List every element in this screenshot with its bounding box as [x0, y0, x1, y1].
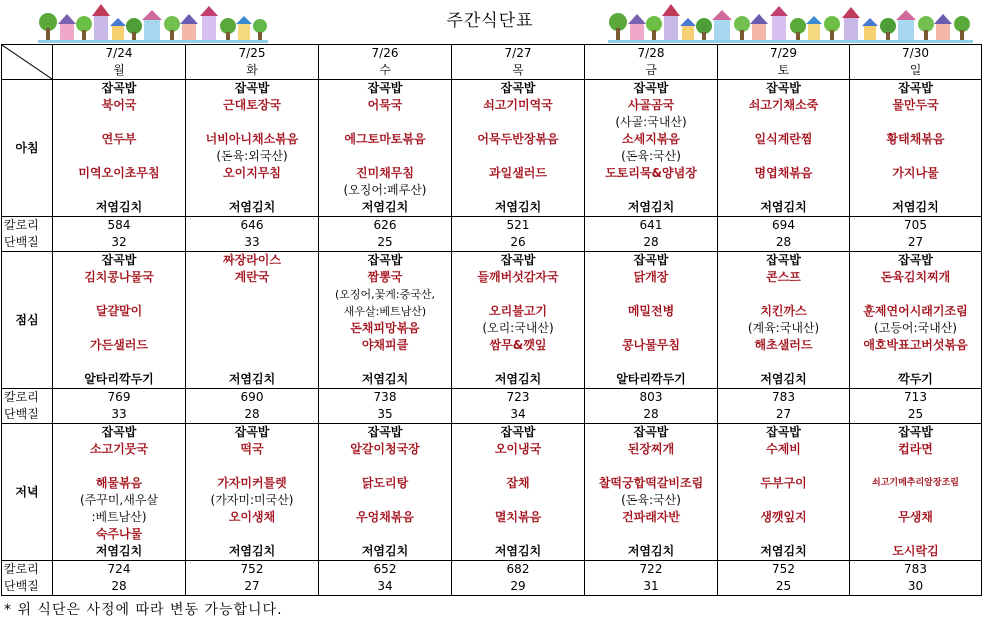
dish-cell	[319, 526, 452, 543]
dish-cell: 잡곡밥	[319, 424, 452, 442]
dish-cell: 메밀전병	[585, 303, 718, 320]
menu-row	[2, 543, 982, 561]
menu-row	[2, 97, 982, 114]
dish-cell: 저염김치	[452, 199, 585, 217]
protein-value: 25	[850, 406, 982, 424]
dish-cell	[53, 286, 186, 303]
calorie-value: 641	[585, 217, 718, 235]
dish-cell	[186, 337, 319, 354]
dish-cell: 수제비	[718, 441, 850, 458]
dish-cell: 연두부	[53, 131, 186, 148]
dish-cell	[718, 182, 850, 199]
dish-cell	[186, 320, 319, 337]
calorie-value: 646	[186, 217, 319, 235]
dish-cell: 진미채무침	[319, 165, 452, 182]
calorie-label: 칼로리	[2, 217, 53, 235]
meal-label: 저녁	[2, 424, 53, 561]
dish-cell: (오징어,꽃게:중국산,	[319, 286, 452, 303]
dish-cell: 잡곡밥	[718, 252, 850, 270]
dish-cell: 쇠고기메추리알장조림	[850, 475, 982, 492]
dish-cell: 숙주나물	[53, 526, 186, 543]
date-cell: 7/24	[53, 45, 186, 63]
dish-cell: 가자미커틀렛	[186, 475, 319, 492]
dish-cell: 과일샐러드	[452, 165, 585, 182]
dish-cell	[452, 492, 585, 509]
dish-cell: 짬뽕국	[319, 269, 452, 286]
dish-cell: 어묵두반장볶음	[452, 131, 585, 148]
protein-value: 33	[186, 234, 319, 252]
dish-cell: (오리:국내산)	[452, 320, 585, 337]
calorie-row	[2, 561, 982, 579]
dish-cell: 잡곡밥	[585, 80, 718, 98]
date-cell: 7/25	[186, 45, 319, 63]
menu-row	[2, 475, 982, 492]
dish-cell: 잡곡밥	[53, 252, 186, 270]
dish-cell	[319, 492, 452, 509]
menu-row	[2, 131, 982, 148]
date-cell: 7/28	[585, 45, 718, 63]
dish-cell: 계란국	[186, 269, 319, 286]
dish-cell	[718, 492, 850, 509]
dish-cell	[850, 286, 982, 303]
dish-cell: 저염김치	[186, 199, 319, 217]
protein-value: 34	[452, 406, 585, 424]
dish-cell: 저염김치	[585, 543, 718, 561]
dish-cell	[452, 148, 585, 165]
dish-cell: 들깨버섯감자국	[452, 269, 585, 286]
dish-cell: :베트남산)	[53, 509, 186, 526]
dish-cell: (사골:국내산)	[585, 114, 718, 131]
protein-value: 33	[53, 406, 186, 424]
protein-value: 26	[452, 234, 585, 252]
calorie-value: 690	[186, 389, 319, 407]
calorie-value: 705	[850, 217, 982, 235]
dish-cell	[850, 526, 982, 543]
dish-cell: 우엉채볶음	[319, 509, 452, 526]
dish-cell: 콘스프	[718, 269, 850, 286]
menu-row	[2, 252, 982, 270]
dish-cell	[53, 148, 186, 165]
dish-cell	[850, 354, 982, 371]
dish-cell: 북어국	[53, 97, 186, 114]
menu-row	[2, 509, 982, 526]
dish-cell	[718, 114, 850, 131]
dish-cell: 무생채	[850, 509, 982, 526]
dish-cell	[585, 458, 718, 475]
dish-cell: 잡곡밥	[452, 424, 585, 442]
dish-cell: 저염김치	[585, 199, 718, 217]
dish-cell: 깍두기	[850, 371, 982, 389]
calorie-value: 626	[319, 217, 452, 235]
meal-label: 점심	[2, 252, 53, 389]
dish-cell: 잡곡밥	[186, 80, 319, 98]
dish-cell: 잡곡밥	[718, 424, 850, 442]
dish-cell: 김치콩나물국	[53, 269, 186, 286]
dish-cell: 저염김치	[186, 543, 319, 561]
dish-cell: 잡곡밥	[850, 80, 982, 98]
dish-cell: 잡곡밥	[452, 80, 585, 98]
dish-cell: 가지나물	[850, 165, 982, 182]
dish-cell	[186, 526, 319, 543]
dish-cell: 돈채피망볶음	[319, 320, 452, 337]
calorie-value: 724	[53, 561, 186, 579]
dish-cell: (주꾸미,새우살	[53, 492, 186, 509]
dish-cell: 콩나물무침	[585, 337, 718, 354]
dish-cell	[452, 354, 585, 371]
village-illustration-left	[38, 2, 268, 48]
dish-cell: 오이지무침	[186, 165, 319, 182]
protein-label: 단백질	[2, 578, 53, 596]
protein-row	[2, 578, 982, 596]
protein-value: 28	[585, 406, 718, 424]
dish-cell: 짜장라이스	[186, 252, 319, 270]
dish-cell: 저염김치	[452, 543, 585, 561]
dish-cell: 쌈무&깻잎	[452, 337, 585, 354]
dish-cell: 저염김치	[850, 199, 982, 217]
date-cell: 7/30	[850, 45, 982, 63]
dish-cell: 잡곡밥	[452, 252, 585, 270]
weekday-cell: 토	[718, 62, 850, 80]
calorie-value: 722	[585, 561, 718, 579]
dish-cell	[850, 182, 982, 199]
dish-cell	[585, 182, 718, 199]
menu-row	[2, 199, 982, 217]
date-row	[2, 45, 982, 63]
dish-cell	[186, 182, 319, 199]
dish-cell: 저염김치	[53, 199, 186, 217]
protein-value: 27	[186, 578, 319, 596]
dish-cell: 쇠고기미역국	[452, 97, 585, 114]
dish-cell	[53, 182, 186, 199]
dish-cell: 잡곡밥	[319, 80, 452, 98]
dish-cell: 소고기뭇국	[53, 441, 186, 458]
menu-row	[2, 337, 982, 354]
dish-cell: 저염김치	[718, 543, 850, 561]
dish-cell: 찰떡궁합떡갈비조림	[585, 475, 718, 492]
dish-cell: (돈육:외국산)	[186, 148, 319, 165]
dish-cell: 떡국	[186, 441, 319, 458]
dish-cell	[53, 354, 186, 371]
weekday-cell: 월	[53, 62, 186, 80]
dish-cell: 잡곡밥	[718, 80, 850, 98]
dish-cell: 해초샐러드	[718, 337, 850, 354]
dish-cell: 두부구이	[718, 475, 850, 492]
dish-cell: 잡곡밥	[850, 424, 982, 442]
menu-row	[2, 424, 982, 442]
dish-cell: 된장찌개	[585, 441, 718, 458]
weekday-cell: 목	[452, 62, 585, 80]
protein-value: 34	[319, 578, 452, 596]
dish-cell	[319, 114, 452, 131]
menu-row	[2, 354, 982, 371]
village-illustration-right	[608, 2, 973, 48]
dish-cell	[850, 114, 982, 131]
menu-row	[2, 371, 982, 389]
dish-cell	[186, 303, 319, 320]
calorie-value: 713	[850, 389, 982, 407]
weekday-cell: 수	[319, 62, 452, 80]
protein-row	[2, 406, 982, 424]
dish-cell	[452, 458, 585, 475]
dish-cell	[319, 458, 452, 475]
calorie-value: 584	[53, 217, 186, 235]
protein-label: 단백질	[2, 234, 53, 252]
calorie-label: 칼로리	[2, 561, 53, 579]
dish-cell	[53, 320, 186, 337]
dish-cell: 잡곡밥	[319, 252, 452, 270]
dish-cell: 잡채	[452, 475, 585, 492]
dish-cell	[319, 148, 452, 165]
dish-cell: 생깻잎지	[718, 509, 850, 526]
calorie-value: 752	[186, 561, 319, 579]
dish-cell	[452, 526, 585, 543]
page-title: 주간식단표	[446, 11, 534, 31]
protein-value: 31	[585, 578, 718, 596]
date-cell: 7/29	[718, 45, 850, 63]
dish-cell	[850, 492, 982, 509]
protein-row	[2, 234, 982, 252]
calorie-value: 783	[718, 389, 850, 407]
dish-cell: 명엽채볶음	[718, 165, 850, 182]
dish-cell: (오징어:페루산)	[319, 182, 452, 199]
dish-cell: 저염김치	[718, 199, 850, 217]
dish-cell: 도토리묵&양념장	[585, 165, 718, 182]
dish-cell: 잡곡밥	[53, 424, 186, 442]
dish-cell: 저염김치	[53, 543, 186, 561]
dish-cell	[452, 286, 585, 303]
dish-cell: 달걀말이	[53, 303, 186, 320]
menu-row	[2, 80, 982, 98]
dish-cell: 잡곡밥	[53, 80, 186, 98]
calorie-value: 769	[53, 389, 186, 407]
dish-cell: 잡곡밥	[585, 252, 718, 270]
weekday-cell: 금	[585, 62, 718, 80]
dish-cell: 닭도리탕	[319, 475, 452, 492]
dish-cell: 어묵국	[319, 97, 452, 114]
dish-cell: 사골곰국	[585, 97, 718, 114]
dish-cell: 미역오이초무침	[53, 165, 186, 182]
dish-cell: 저염김치	[452, 371, 585, 389]
dish-cell: 저염김치	[718, 371, 850, 389]
protein-value: 35	[319, 406, 452, 424]
protein-label: 단백질	[2, 406, 53, 424]
dish-cell: 애호박표고버섯볶음	[850, 337, 982, 354]
corner-cell	[2, 45, 53, 80]
menu-row	[2, 492, 982, 509]
protein-value: 28	[585, 234, 718, 252]
dish-cell: 오리불고기	[452, 303, 585, 320]
dish-cell	[850, 148, 982, 165]
dish-cell: 새우살:베트남산)	[319, 303, 452, 320]
calorie-label: 칼로리	[2, 389, 53, 407]
calorie-value: 783	[850, 561, 982, 579]
dish-cell: 해물볶음	[53, 475, 186, 492]
dish-cell: 잡곡밥	[850, 252, 982, 270]
dish-cell	[718, 526, 850, 543]
dish-cell: 알갈이청국장	[319, 441, 452, 458]
dish-cell: 황태채볶음	[850, 131, 982, 148]
dish-cell	[585, 354, 718, 371]
dish-cell: 오이냉국	[452, 441, 585, 458]
dish-cell	[186, 354, 319, 371]
dish-cell: 쇠고기채소죽	[718, 97, 850, 114]
date-cell: 7/27	[452, 45, 585, 63]
dish-cell: 근대토장국	[186, 97, 319, 114]
menu-change-note: * 위 식단은 사정에 따라 변동 가능합니다.	[4, 602, 283, 618]
dish-cell: 저염김치	[186, 371, 319, 389]
dish-cell: 도시락김	[850, 543, 982, 561]
dish-cell	[186, 286, 319, 303]
menu-row	[2, 458, 982, 475]
dish-cell: 잡곡밥	[186, 424, 319, 442]
protein-value: 29	[452, 578, 585, 596]
page-header	[0, 0, 982, 44]
dish-cell: 야채피클	[319, 337, 452, 354]
dish-cell	[186, 114, 319, 131]
menu-row	[2, 286, 982, 303]
dish-cell	[585, 526, 718, 543]
dish-cell: 소세지볶음	[585, 131, 718, 148]
dish-cell	[718, 354, 850, 371]
calorie-value: 723	[452, 389, 585, 407]
weekday-cell: 일	[850, 62, 982, 80]
weekday-cell: 화	[186, 62, 319, 80]
menu-row	[2, 114, 982, 131]
protein-value: 28	[53, 578, 186, 596]
dish-cell	[452, 182, 585, 199]
menu-row	[2, 148, 982, 165]
protein-value: 27	[850, 234, 982, 252]
dish-cell: (돈육:국산)	[585, 148, 718, 165]
dish-cell: (고등어:국내산)	[850, 320, 982, 337]
dish-cell: 훈제연어시래기조림	[850, 303, 982, 320]
dish-cell: 에그토마토볶음	[319, 131, 452, 148]
calorie-row	[2, 217, 982, 235]
calorie-value: 803	[585, 389, 718, 407]
menu-row	[2, 441, 982, 458]
calorie-value: 652	[319, 561, 452, 579]
calorie-value: 682	[452, 561, 585, 579]
protein-value: 32	[53, 234, 186, 252]
calorie-value: 752	[718, 561, 850, 579]
dish-cell: 돈육김치찌개	[850, 269, 982, 286]
menu-row	[2, 526, 982, 543]
dish-cell	[850, 458, 982, 475]
menu-row	[2, 320, 982, 337]
dish-cell	[585, 320, 718, 337]
dish-cell: (계육:국내산)	[718, 320, 850, 337]
protein-value: 30	[850, 578, 982, 596]
calorie-row	[2, 389, 982, 407]
dish-cell: 오이생채	[186, 509, 319, 526]
dish-cell	[319, 354, 452, 371]
protein-value: 28	[718, 234, 850, 252]
protein-value: 25	[718, 578, 850, 596]
protein-value: 27	[718, 406, 850, 424]
dish-cell: 저염김치	[319, 543, 452, 561]
dish-cell: 너비아니채소볶음	[186, 131, 319, 148]
dish-cell	[186, 458, 319, 475]
protein-value: 28	[186, 406, 319, 424]
dish-cell	[452, 114, 585, 131]
protein-value: 25	[319, 234, 452, 252]
dish-cell: 일식계란찜	[718, 131, 850, 148]
calorie-value: 521	[452, 217, 585, 235]
dish-cell	[718, 458, 850, 475]
dish-cell: 저염김치	[319, 199, 452, 217]
dish-cell: (가자미:미국산)	[186, 492, 319, 509]
dish-cell	[53, 114, 186, 131]
menu-row	[2, 182, 982, 199]
weekday-row	[2, 62, 982, 80]
dish-cell: 치킨까스	[718, 303, 850, 320]
calorie-value: 738	[319, 389, 452, 407]
dish-cell	[718, 148, 850, 165]
dish-cell: 잡곡밥	[585, 424, 718, 442]
weekly-menu-table	[1, 44, 982, 596]
dish-cell: 컵라면	[850, 441, 982, 458]
dish-cell: 저염김치	[319, 371, 452, 389]
meal-label: 아침	[2, 80, 53, 217]
dish-cell: 알타리깍두기	[53, 371, 186, 389]
dish-cell: 물만두국	[850, 97, 982, 114]
dish-cell: (돈육:국산)	[585, 492, 718, 509]
dish-cell	[53, 458, 186, 475]
dish-cell: 가든샐러드	[53, 337, 186, 354]
dish-cell: 건파래자반	[585, 509, 718, 526]
date-cell: 7/26	[319, 45, 452, 63]
dish-cell: 알타리깍두기	[585, 371, 718, 389]
menu-row	[2, 303, 982, 320]
dish-cell: 멸치볶음	[452, 509, 585, 526]
dish-cell	[585, 286, 718, 303]
menu-row	[2, 165, 982, 182]
dish-cell: 닭개장	[585, 269, 718, 286]
calorie-value: 694	[718, 217, 850, 235]
dish-cell	[718, 286, 850, 303]
menu-row	[2, 269, 982, 286]
